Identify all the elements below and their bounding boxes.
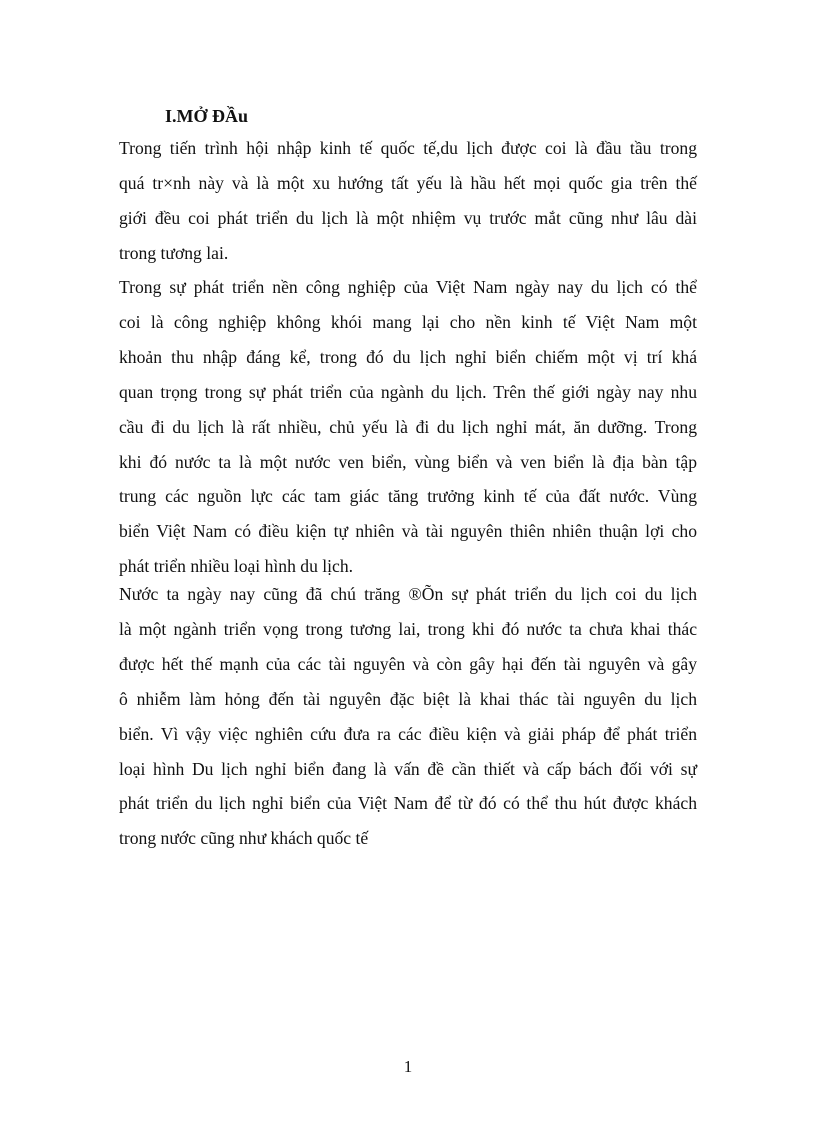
paragraph-line: ô nhiễm làm hỏng đến tài nguyên đặc biệt là khai thác tài nguyên du lịch — [119, 688, 697, 709]
paragraph-line: khoản thu nhập đáng kể, trong đó du lịch nghỉ biển chiếm một vị trí khá — [119, 346, 697, 367]
paragraph-line: Trong tiến trình hội nhập kinh tế quốc tế,du lịch được coi là đầu tầu trong — [119, 138, 697, 158]
paragraph-line: trong tương lai. — [119, 242, 229, 263]
paragraph-line: trung các nguồn lực các tam giác tăng trưởng kinh tế của đất nước. Vùng — [119, 486, 697, 507]
paragraph-line: trong nước cũng như khách quốc tế — [119, 828, 369, 849]
paragraph-line: được hết thế mạnh của các tài nguyên và còn gây hại đến tài nguyên và gây — [119, 653, 697, 674]
paragraph-line: Nước ta ngày nay cũng đã chú trăng ®Õn sự phát triển du lịch coi du lịch — [119, 584, 697, 604]
paragraph-line: phát triển du lịch nghỉ biển của Việt Nam để từ đó có thể thu hút được khách — [119, 793, 697, 814]
paragraph-introduction — [119, 131, 697, 271]
paragraph-line: quá tr×nh này và là một xu hướng tất yếu là hầu hết mọi quốc gia trên thế — [119, 172, 697, 193]
page-number: 1 — [403, 1057, 413, 1076]
paragraph-line: cầu đi du lịch là rất nhiều, chủ yếu là đi du lịch nghỉ mát, ăn dưỡng. Trong — [119, 416, 697, 437]
paragraph-industry — [119, 270, 697, 584]
paragraph-development — [119, 577, 697, 856]
paragraph-line: Trong sự phát triển nền công nghiệp của Việt Nam ngày nay du lịch có thể — [119, 277, 697, 297]
paragraph-line: phát triển nhiều loại hình du lịch. — [119, 556, 354, 577]
section-heading: I.MỞ ĐẦu — [165, 106, 249, 126]
paragraph-line: giới đều coi phát triển du lịch là một nhiệm vụ trước mắt cũng như lâu dài — [119, 207, 697, 228]
paragraph-line: khi đó nước ta là một nước ven biển, vùng biển và ven biển là địa bàn tập — [119, 451, 697, 472]
paragraph-line: quan trọng trong sự phát triển của ngành du lịch. Trên thế giới ngày nay nhu — [119, 381, 697, 402]
paragraph-line: biển. Vì vậy việc nghiên cứu đưa ra các điều kiện và giải pháp để phát triển — [119, 723, 697, 744]
paragraph-line: coi là công nghiệp không khói mang lại cho nền kinh tế Việt Nam một — [119, 311, 697, 332]
paragraph-line: là một ngành triển vọng trong tương lai, trong khi đó nước ta chưa khai thác — [119, 618, 697, 639]
paragraph-line: biển Việt Nam có điều kiện tự nhiên và tài nguyên thiên nhiên thuận lợi cho — [119, 521, 697, 542]
paragraph-line: loại hình Du lịch nghỉ biển đang là vấn đề cần thiết và cấp bách đối với sự — [119, 758, 697, 779]
